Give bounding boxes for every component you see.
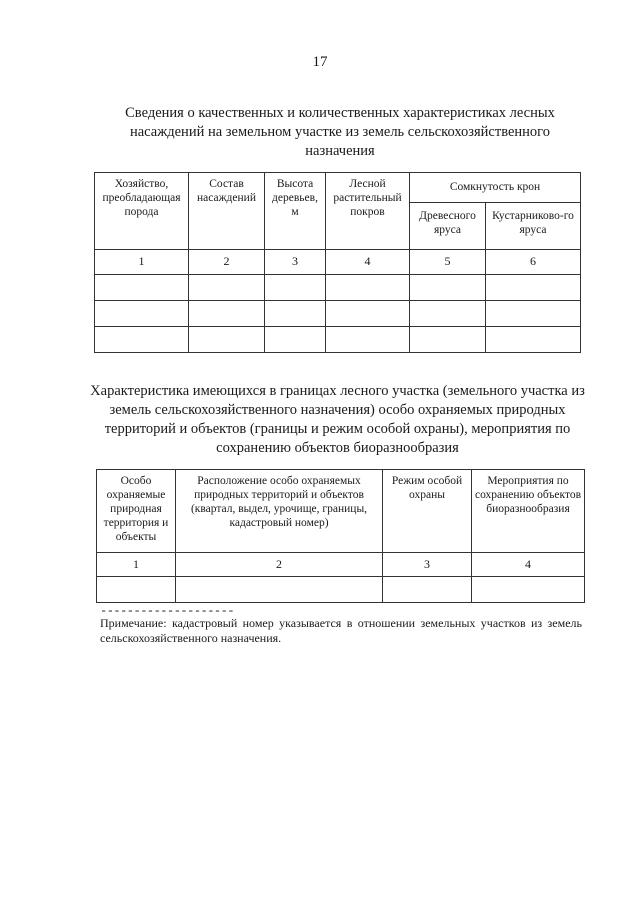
empty-row [95, 275, 581, 301]
column-number: 1 [95, 250, 189, 275]
column-number: 2 [176, 553, 383, 577]
header-location: Расположение особо охраняемых природных территорий и объектов (квартал, выдел, урочище, границы, кадастровый номер) [176, 470, 383, 553]
section2-title: Характеристика имеющихся в границах лесного участка (земельного участка из земель сельскохозяйственного назначения) особо охраняемых природных территорий и объектов (границы и режим особой охраны), мероприятия по сохранению объектов биоразнообразия [90, 383, 585, 456]
column-numbers-row [97, 553, 585, 577]
header-composition: Состав насаждений [189, 173, 265, 250]
header-tree-layer: Древесного яруса [410, 203, 486, 250]
column-number: 4 [326, 250, 410, 275]
column-number: 5 [410, 250, 486, 275]
header-forest-cover: Лесной растительный покров [326, 173, 410, 250]
column-numbers-row [95, 250, 581, 275]
section1-title: Сведения о качественных и количественных характеристиках лесных насаждений на земельном участке из земель сельскохозяйственного назначения [125, 105, 555, 159]
protected-areas-table [96, 469, 585, 603]
column-number: 6 [486, 250, 581, 275]
header-height: Высота деревьев, м [265, 173, 326, 250]
column-number: 4 [472, 553, 585, 577]
header-measures: Мероприятия по сохранению объектов биоразнообразия [472, 470, 585, 553]
empty-row [95, 327, 581, 353]
footnote-separator: -------------------- [100, 604, 235, 618]
column-number: 3 [265, 250, 326, 275]
header-crown-closure: Сомкнутость крон [410, 173, 581, 203]
header-shrub-layer: Кустарниково-го яруса [486, 203, 581, 250]
column-number: 3 [383, 553, 472, 577]
header-farm: Хозяйство, преобладающая порода [95, 173, 189, 250]
column-number: 2 [189, 250, 265, 275]
column-number: 1 [97, 553, 176, 577]
empty-row [97, 577, 585, 603]
empty-row [95, 301, 581, 327]
header-regime: Режим особой охраны [383, 470, 472, 553]
page-number: 17 [312, 54, 328, 70]
header-protected-area: Особо охраняемые природная территория и объекты [97, 470, 176, 553]
footnote: Примечание: кадастровый номер указывается в отношении земельных участков из земель сельскохозяйственного назначения. [100, 616, 582, 645]
forest-stands-table [94, 172, 581, 353]
